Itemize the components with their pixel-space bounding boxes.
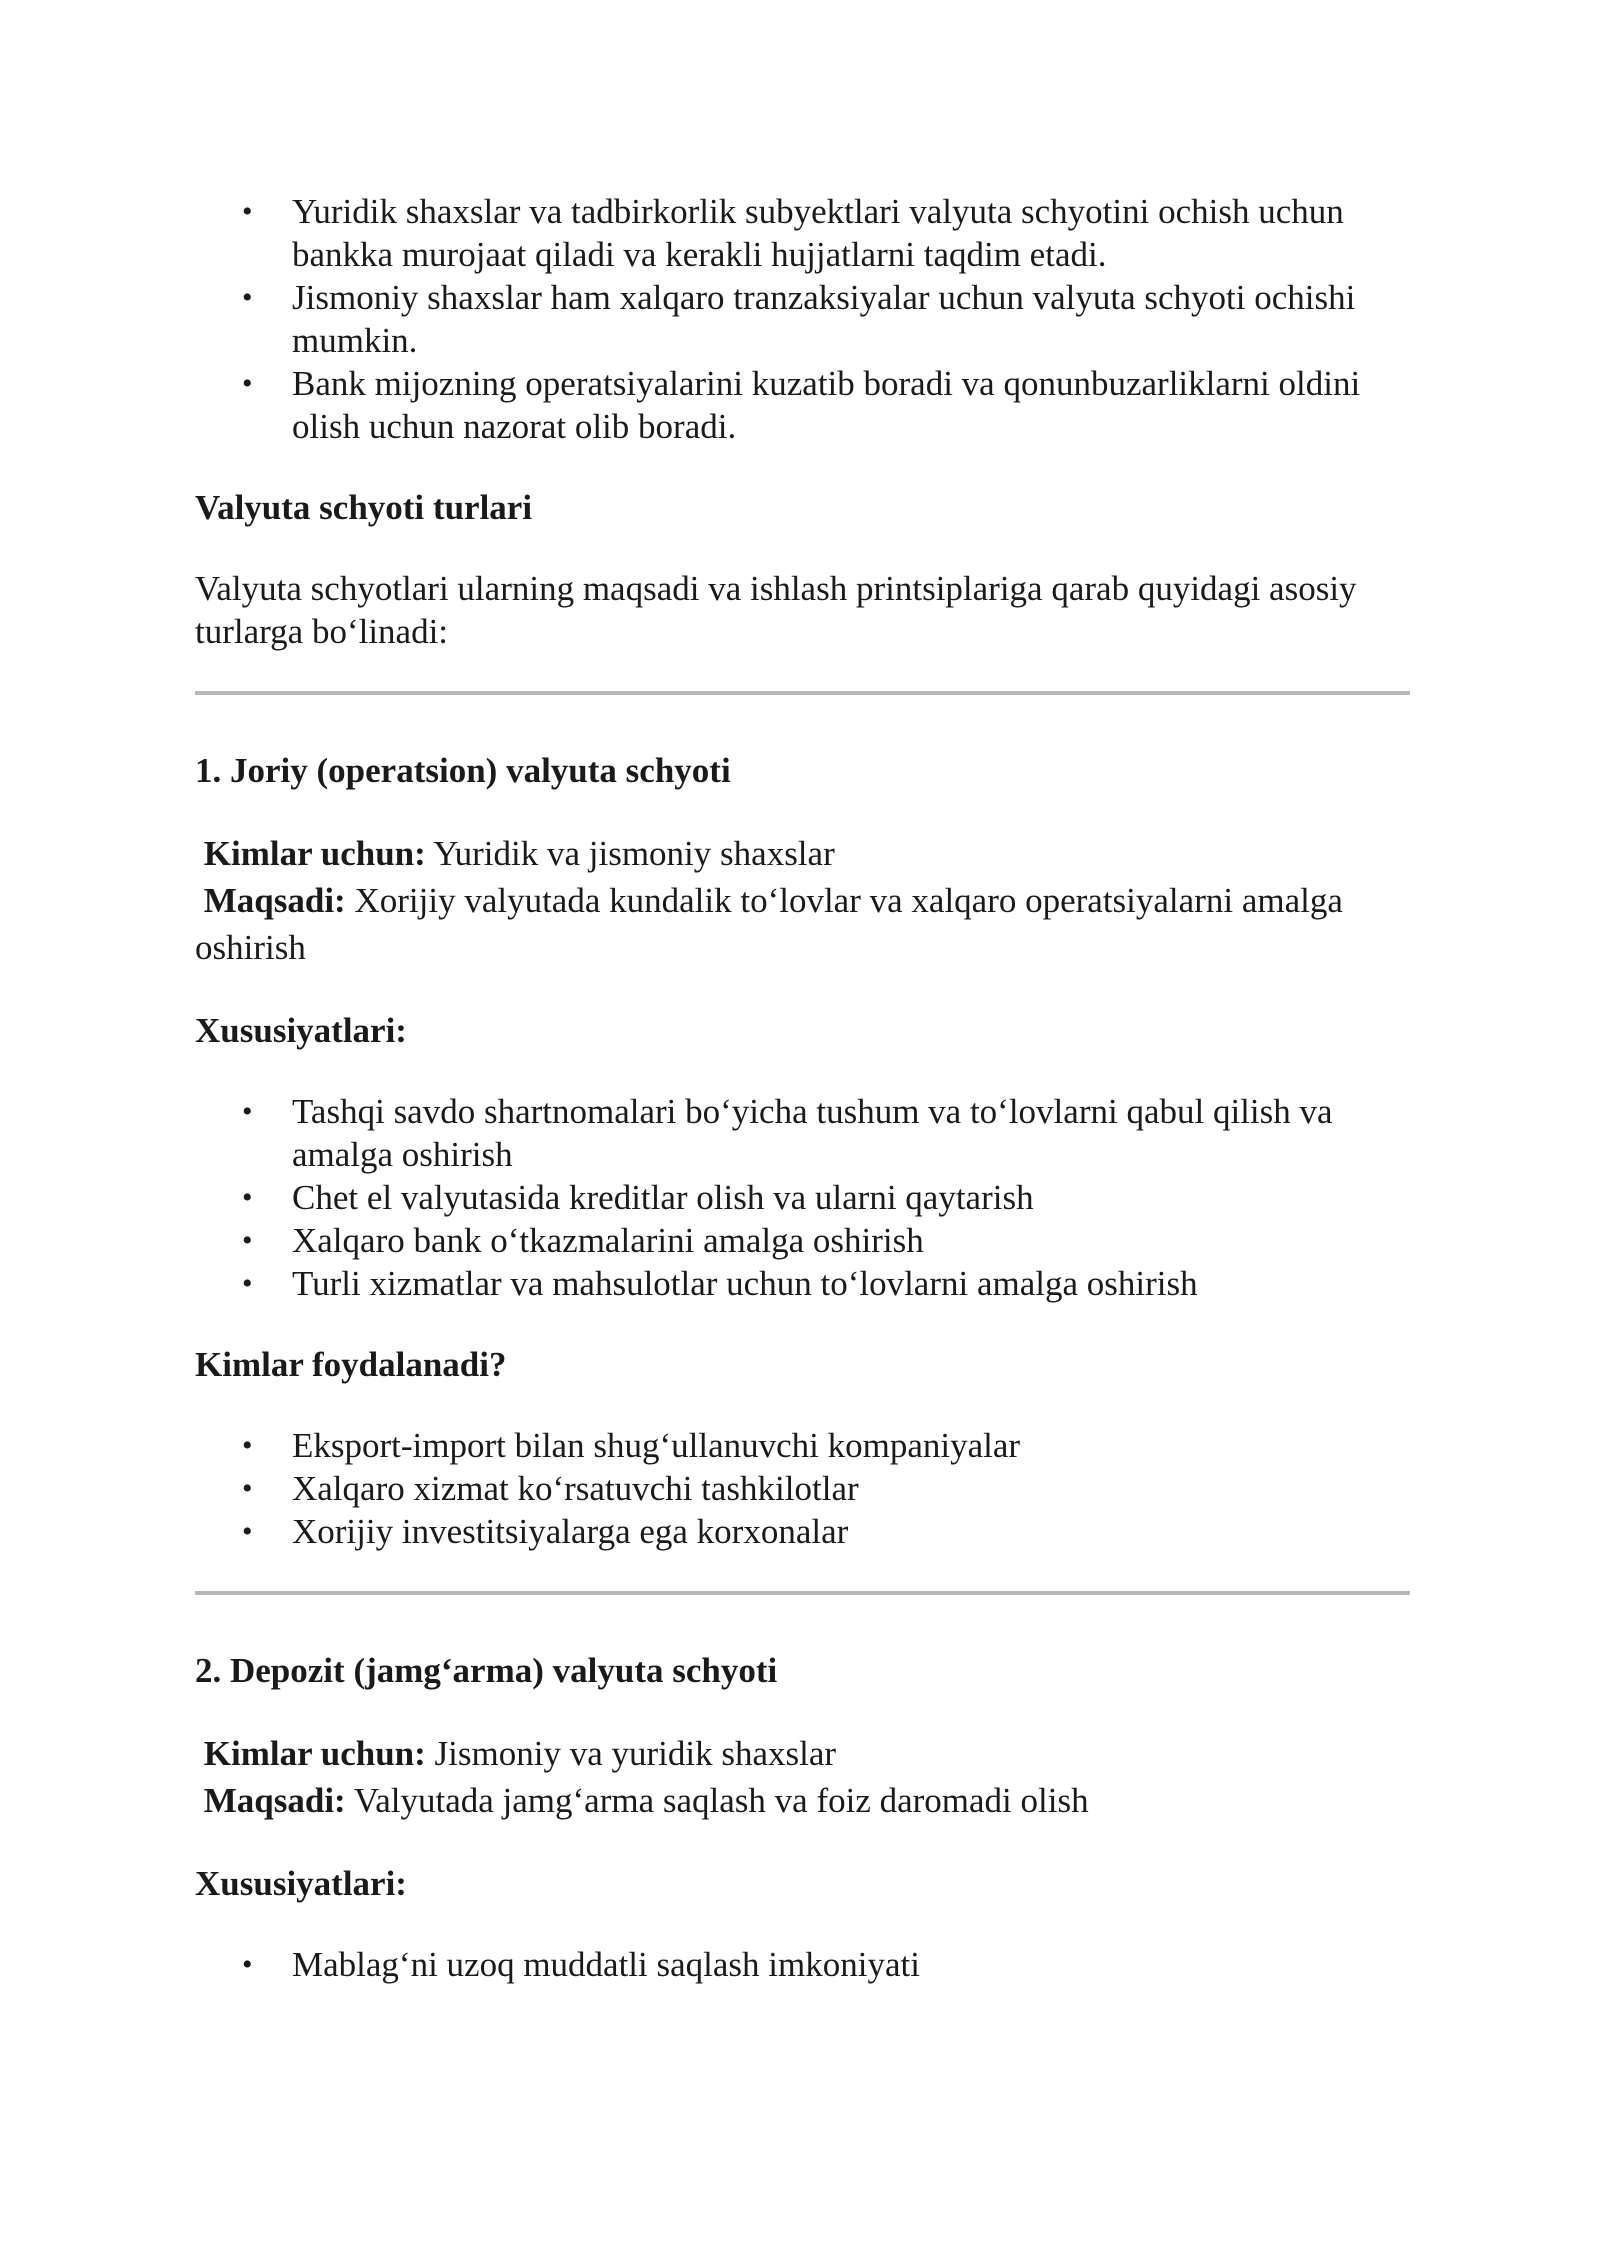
section-divider <box>195 691 1410 695</box>
section2-who-value: Jismoniy va yuridik shaxslar <box>425 1734 837 1773</box>
section1-purpose-value: Xorijiy valyutada kundalik to‘lovlar va xalqaro operatsiyalarni amalga oshirish <box>195 881 1343 967</box>
list-item: • Eksport-import bilan shug‘ullanuvchi kompaniyalar <box>292 1424 1410 1467</box>
section1-who-label: Kimlar uchun: <box>203 834 426 873</box>
section1-users-heading: Kimlar foydalanadi? <box>195 1345 507 1384</box>
section2-who-label: Kimlar uchun: <box>203 1734 426 1773</box>
list-item: • Mablag‘ni uzoq muddatli saqlash imkoniyati <box>292 1943 1410 1986</box>
section1-title: 1. Joriy (operatsion) valyuta schyoti <box>195 751 731 790</box>
section2-purpose-line <box>195 1777 1410 1824</box>
list-item: • Chet el valyutasida kreditlar olish va ularni qaytarish <box>292 1176 1410 1219</box>
section1-features-heading: Xususiyatlari: <box>195 1011 407 1050</box>
list-item: • Yuridik shaxslar va tadbirkorlik subyektlari valyuta schyotini ochish uchun bankka murojaat qiladi va kerakli hujjatlarni taqdim etadi. <box>292 190 1410 276</box>
section1-purpose-label: Maqsadi: <box>203 881 346 920</box>
section2-features-heading: Xususiyatlari: <box>195 1864 407 1903</box>
section2-features-list <box>195 1943 1410 1986</box>
list-item: • Xorijiy investitsiyalarga ega korxonalar <box>292 1510 1410 1553</box>
intro-bullet-list <box>195 190 1410 448</box>
section2-who-line <box>195 1730 1410 1777</box>
list-item: • Xalqaro xizmat ko‘rsatuvchi tashkilotlar <box>292 1467 1410 1510</box>
section1-purpose-line <box>195 877 1410 971</box>
list-item: • Bank mijozning operatsiyalarini kuzatib boradi va qonunbuzarliklarni oldini olish uchun nazorat olib boradi. <box>292 362 1410 448</box>
section2-title: 2. Depozit (jamg‘arma) valyuta schyoti <box>195 1651 778 1690</box>
section2-purpose-label: Maqsadi: <box>203 1781 346 1820</box>
section1-users-list <box>195 1424 1410 1553</box>
section1-who-line <box>195 830 1410 877</box>
section1-who-value: Yuridik va jismoniy shaxslar <box>425 834 835 873</box>
list-item: • Jismoniy shaxslar ham xalqaro tranzaksiyalar uchun valyuta schyoti ochishi mumkin. <box>292 276 1410 362</box>
list-item: • Turli xizmatlar va mahsulotlar uchun to‘lovlarni amalga oshirish <box>292 1262 1410 1305</box>
list-item: • Xalqaro bank o‘tkazmalarini amalga oshirish <box>292 1219 1410 1262</box>
types-intro-paragraph: Valyuta schyotlari ularning maqsadi va ishlash printsiplariga qarab quyidagi asosiy turlarga bo‘linadi: <box>195 569 1357 651</box>
list-item: • Tashqi savdo shartnomalari bo‘yicha tushum va to‘lovlarni qabul qilish va amalga oshirish <box>292 1090 1410 1176</box>
section2-purpose-value: Valyutada jamg‘arma saqlash va foiz daromadi olish <box>345 1781 1089 1820</box>
document-page <box>195 190 1410 1986</box>
types-heading: Valyuta schyoti turlari <box>195 488 533 527</box>
section1-features-list <box>195 1090 1410 1305</box>
section-divider <box>195 1591 1410 1595</box>
